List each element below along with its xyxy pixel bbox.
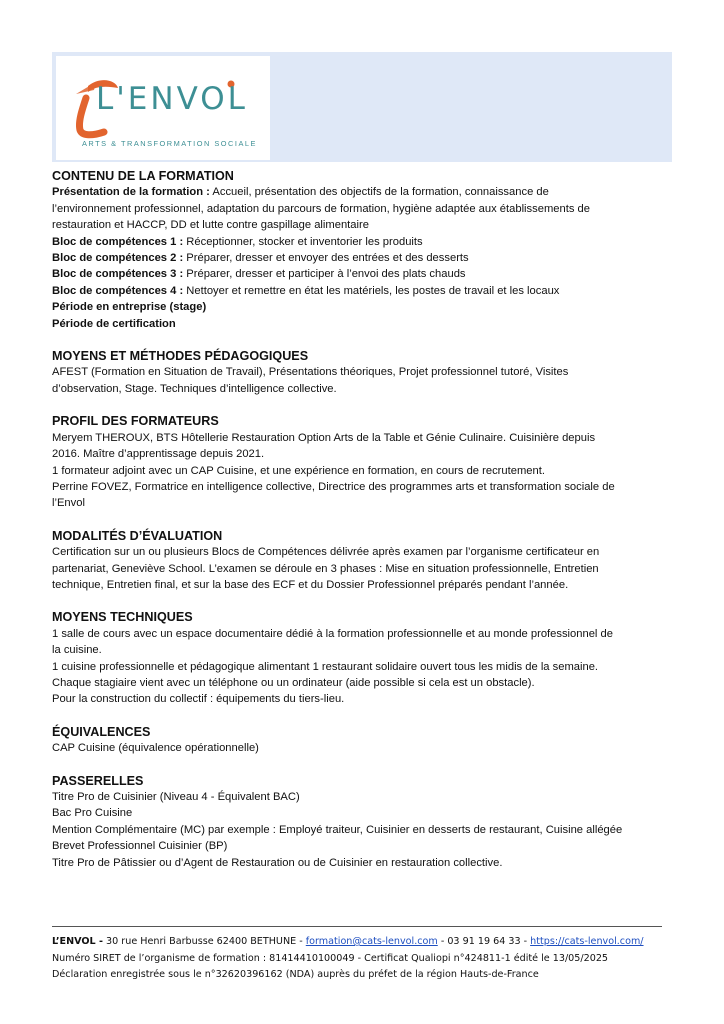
text-line: technique, Entretien final, et sur la base des ECF et du Dossier Professionnel préparés pendant l’année.	[52, 578, 569, 591]
bloc-line	[52, 283, 672, 299]
footer-siret-line: Numéro SIRET de l’organisme de formation : 81414410100049 - Certificat Qualiopi n°424811-1 édité le 13/05/2025	[52, 952, 609, 964]
periode-stage: Période en entreprise (stage)	[52, 301, 207, 314]
presentation-label: Présentation de la formation :	[52, 186, 210, 199]
presentation-text: Accueil, présentation des objectifs de la formation, connaissance de	[209, 186, 549, 199]
text-line: d’observation, Stage. Techniques d’intelligence collective.	[52, 382, 337, 395]
section-moyens-methodes	[52, 348, 672, 397]
footer-website-link[interactable]: https://cats-lenvol.com/	[530, 936, 644, 947]
bloc-text: Préparer, dresser et participer à l’envoi des plats chauds	[183, 268, 466, 281]
text-line: 2016. Maître d’apprentissage depuis 2021.	[52, 448, 265, 461]
presentation-line	[52, 184, 672, 200]
bloc-text: Préparer, dresser et envoyer des entrées et des desserts	[183, 252, 469, 265]
presentation-line: restauration et HACCP, DD et lutte contre gaspillage alimentaire	[52, 219, 369, 232]
text-line: Certification sur un ou plusieurs Blocs de Compétences délivrée après examen par l’organisme certificateur en	[52, 546, 600, 559]
bloc-text: Réceptionner, stocker et inventorier les produits	[183, 235, 423, 248]
section-title: MODALITÉS D’ÉVALUATION	[52, 528, 223, 543]
section-modalites	[52, 528, 672, 594]
section-contenu	[52, 168, 672, 332]
text-line: 1 formateur adjoint avec un CAP Cuisine, et une expérience en formation, en cours de recrutement.	[52, 464, 545, 477]
section-title: ÉQUIVALENCES	[52, 724, 151, 739]
section-title: MOYENS ET MÉTHODES PÉDAGOGIQUES	[52, 349, 309, 364]
text-line: Meryem THEROUX, BTS Hôtellerie Restauration Option Arts de la Table et Génie Culinaire. Cuisinière depuis	[52, 431, 596, 444]
section-title: MOYENS TECHNIQUES	[52, 610, 193, 625]
text-line: Mention Complémentaire (MC) par exemple : Employé traiteur, Cuisinier en desserts de restaurant, Cuisine allégée	[52, 823, 623, 836]
footer-email-link[interactable]: formation@cats-lenvol.com	[305, 936, 438, 947]
footer-address: 30 rue Henri Barbusse 62400 BETHUNE -	[102, 936, 306, 947]
footer-nda-line: Déclaration enregistrée sous le n°32620396162 (NDA) auprès du préfet de la région Hauts-de-France	[52, 969, 539, 980]
text-line: partenariat, Geneviève School. L’examen se déroule en 3 phases : Mise en situation professionnelle, Entretien	[52, 562, 599, 575]
footer-divider	[52, 926, 662, 927]
footer	[52, 934, 692, 984]
text-line: CAP Cuisine (équivalence opérationnelle)	[52, 742, 259, 755]
text-line: Pour la construction du collectif : équipements du tiers-lieu.	[52, 693, 345, 706]
text-line: Brevet Professionnel Cuisinier (BP)	[52, 840, 228, 853]
text-line: Titre Pro de Pâtissier ou d’Agent de Restauration ou de Cuisinier en restauration collective.	[52, 856, 503, 869]
text-line: Chaque stagiaire vient avec un téléphone ou un ordinateur (aide possible si cela est un obstacle).	[52, 676, 535, 689]
section-title: PASSERELLES	[52, 773, 144, 788]
section-equivalences	[52, 724, 672, 757]
section-profil	[52, 413, 672, 511]
logo-wordmark: L'ENVOL	[96, 81, 248, 117]
bloc-text: Nettoyer et remettre en état les matériels, les postes de travail et les locaux	[183, 284, 560, 297]
text-line: 1 cuisine professionnelle et pédagogique alimentant 1 restaurant solidaire ouvert tous les midis de la semaine.	[52, 660, 599, 673]
section-title: PROFIL DES FORMATEURS	[52, 414, 219, 429]
bloc-line	[52, 250, 672, 266]
periode-certification: Période de certification	[52, 317, 176, 330]
text-line: Bac Pro Cuisine	[52, 807, 133, 820]
section-passerelles	[52, 773, 672, 871]
logo	[56, 56, 270, 160]
bloc-line	[52, 234, 672, 250]
bloc-label: Bloc de compétences 4 :	[52, 284, 184, 297]
text-line: Perrine FOVEZ, Formatrice en intelligence collective, Directrice des programmes arts et transformation sociale de	[52, 480, 615, 493]
text-line: AFEST (Formation en Situation de Travail), Présentations théoriques, Projet professionnel tutoré, Visites	[52, 366, 569, 379]
bloc-line	[52, 266, 672, 282]
logo-subtitle: ARTS & TRANSFORMATION SOCIALE	[82, 139, 257, 148]
presentation-line: l’environnement professionnel, adaptation du parcours de formation, hygiène adaptée aux établissements de	[52, 202, 590, 215]
text-line: 1 salle de cours avec un espace documentaire dédié à la formation professionnelle et au monde professionnel de	[52, 627, 613, 640]
bloc-label: Bloc de compétences 1 :	[52, 235, 184, 248]
section-moyens-techniques	[52, 609, 672, 707]
bloc-label: Bloc de compétences 2 :	[52, 252, 184, 265]
section-title: CONTENU DE LA FORMATION	[52, 169, 234, 183]
bloc-label: Bloc de compétences 3 :	[52, 268, 184, 281]
footer-brand: L’ENVOL -	[52, 936, 103, 947]
document-body	[52, 168, 672, 871]
text-line: la cuisine.	[52, 644, 102, 657]
text-line: l’Envol	[52, 497, 85, 510]
footer-phone: - 03 91 19 64 33 -	[437, 936, 531, 947]
text-line: Titre Pro de Cuisinier (Niveau 4 - Équivalent BAC)	[52, 791, 300, 803]
footer-contact-line	[52, 934, 692, 951]
